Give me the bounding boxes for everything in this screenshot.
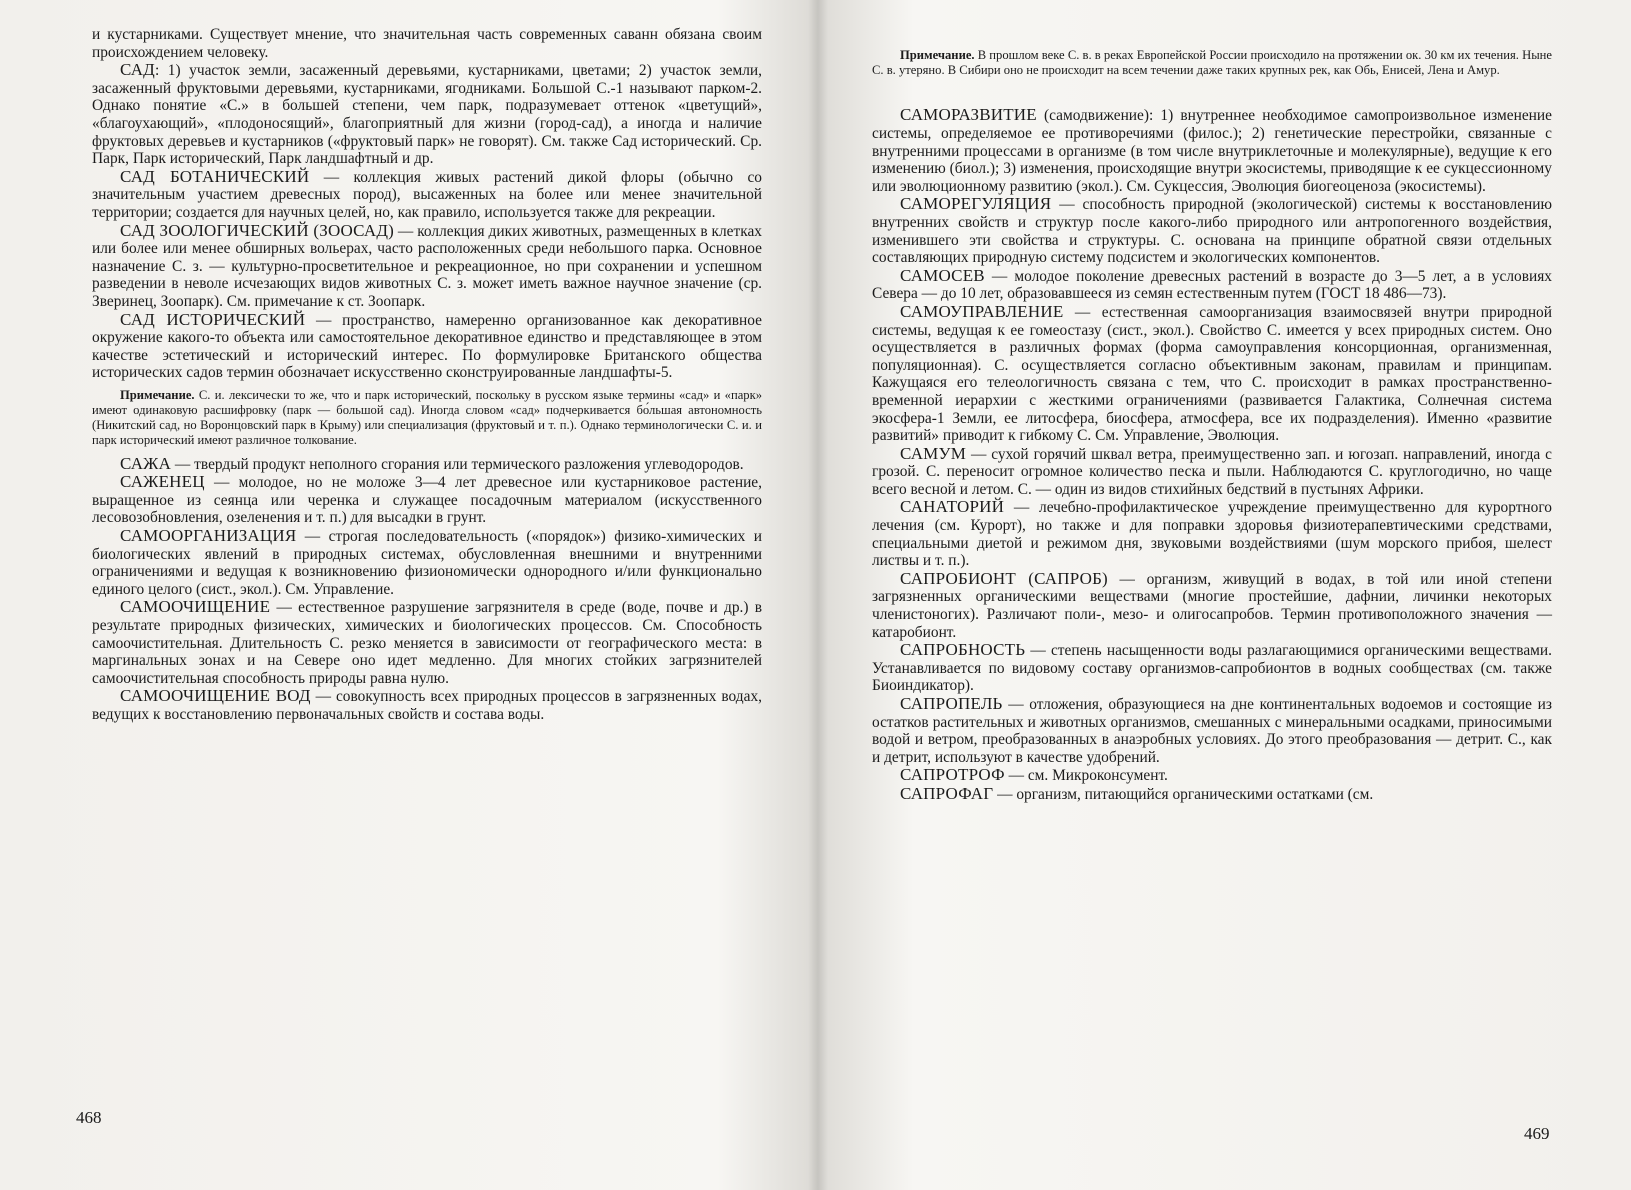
entry-text: — способность природной (экологической) системы к восстановлению внутренних свойств и структур после какого-либо природного или антропогенного воздействия, изменившего эти свойства и структуры. С. основана на принципе обратной связи отдельных составляющих природную систему подсистем и экологических компонентов. xyxy=(872,196,1552,267)
entry-text: — естественное разрушение загрязнителя в среде (воде, почве и др.) в результате природных физических, химических и биологических процессов. См. Способность самоочистительная. Длительность С. резко меняется в зависимости от географического места: в маргинальных зонах и на Севере оно идет медленно. Для многих стойких загрязнителей самоочистительная способность природы равна нулю. xyxy=(92,599,762,687)
entry-term: САМООРГАНИЗАЦИЯ xyxy=(120,526,297,546)
entry-term: САД xyxy=(120,60,155,80)
dictionary-entry xyxy=(872,785,1552,804)
entry-text: — лечебно-профилактическое учреждение преимущественно для курортного лечения (см. Курорт), но также и для поправки здоровья физиотерапевтическими средствами, специальными диетой и режимом дня, звуковыми воздействиями (шум морского прибоя, шелест листвы и т. п.). xyxy=(872,499,1552,570)
right-page xyxy=(872,0,1552,1190)
dictionary-entry xyxy=(872,641,1552,695)
entry-text: В прошлом веке С. в. в реках Европейской России происходило на протяжении ок. 30 км их течения. Ныне С. в. утеряно. В Сибири оно не происходит на всем течении даже таких крупных рек, как Обь, Енисей, Лена и Амур. xyxy=(872,48,1552,78)
entry-term: САПРОТРОФ xyxy=(900,765,1005,785)
entry-term: САД ЗООЛОГИЧЕСКИЙ (ЗООСАД) xyxy=(120,220,394,240)
dictionary-entry xyxy=(92,527,762,598)
dictionary-entry xyxy=(92,687,762,723)
entry-text: — степень насыщенности воды разлагающимися органическими веществами. Устанавливается по видовому составу организмов-сапробионтов в водных сообществах (см. также Биоиндикатор). xyxy=(872,642,1552,695)
entry-term: САМОРЕГУЛЯЦИЯ xyxy=(900,194,1052,214)
note-paragraph xyxy=(872,48,1552,78)
entry-text: (самодвижение): 1) внутреннее необходимое самопроизвольное изменение системы, определяемое ее противоречиями (филос.); 2) генетические перестройки, связанные с внутренними процессами в организме (в том числе внутриклеточные и молекулярные), ведущие к его изменению (биол.); 3) изменения, происходящие внутри экосистемы, приводящие к ее сукцессионному или эволюционному развитию (экол.). См. Сукцессия, Эволюция биогеоценоза (экосистемы). xyxy=(872,107,1552,195)
dictionary-entry xyxy=(92,455,762,474)
dictionary-entry xyxy=(872,695,1552,766)
entry-term: САЖА xyxy=(120,453,172,473)
entry-text: — совокупность всех природных процессов в загрязненных водах, ведущих к восстановлению первоначальных свойств и состава воды. xyxy=(92,688,762,723)
entry-term: САМОРАЗВИТИЕ xyxy=(900,105,1037,125)
entry-continuation xyxy=(92,26,762,61)
dictionary-entry xyxy=(872,498,1552,569)
entry-text: — см. Микроконсумент. xyxy=(1004,767,1168,785)
left-page-number: 468 xyxy=(76,1108,102,1127)
entry-term: САМОСЕВ xyxy=(900,265,985,285)
entry-term: САЖЕНЕЦ xyxy=(120,472,205,492)
note-label: Примечание. xyxy=(900,48,975,62)
entry-term: САМООЧИЩЕНИЕ ВОД xyxy=(120,686,311,706)
entry-text: — сухой горячий шквал ветра, преимущественно зап. и югозап. направлений, иногда с грозой. С. переносит огромное количество песка и пыли. Наблюдаются С. круглогодично, но чаще всего весной и летом. С. — один из видов стихийных бедствий в пустынях Африки. xyxy=(872,445,1552,498)
entry-text: — строгая последовательность («порядок») физико-химических и биологических явлений в природных системах, обусловленная внешними и внутренними ограничениями и ведущая к возникновению физиономически однородного и/или функционально единого целого (сист., экол.). См. Управление. xyxy=(92,528,762,598)
entry-term: САПРОБИОНТ (САПРОБ) xyxy=(900,568,1108,588)
dictionary-entry xyxy=(872,267,1552,303)
dictionary-entry xyxy=(872,195,1552,266)
entry-term: САМООЧИЩЕНИЕ xyxy=(120,597,271,617)
note-label: Примечание. xyxy=(120,387,195,402)
right-page-text xyxy=(872,26,1552,804)
book-gutter xyxy=(808,0,828,1190)
entry-text: — молодое, но не моложе 3—4 лет древесное или кустарниковое растение, выращенное из сеянца или черенка и служащее посадочным материалом (искусственного лесовозобновления, озеленения и т. п.) для высадки в грунт. xyxy=(92,474,762,527)
entry-text: — естественная самоорганизация взаимосвязей внутри природной системы, ведущая к ее гомеостазу (сист., экол.). Свойство С. имеется у всех природных систем. Оно осуществляется в различных формах (форма самоуправления консорционная, организменная, популяционная). С. осуществляется согласно объективным законам, правилам и принципам. Кажущаяся его телеологичность связана с тем, что С. происходит в рамках пространственно-временной иерархии с жесткими ограничениями (развивается Галактика, Солнечная система экосфера-1 Земли, ее литосфера, биосфера, атмосфера, все их подразделения). Именно «развитие развитий» приводит к гибкому С. См. Управление, Эволюция. xyxy=(872,303,1552,445)
entry-text: — организм, питающийся органическими остатками (см. xyxy=(993,785,1374,803)
entry-text: : 1) участок земли, засаженный деревьями, кустарниками, цветами; 2) участок земли, засаженный фруктовыми деревьями, кустарниками, ягодниками. Большой С.-1 называют парком-2. Однако понятие «С.» в большей степени, чем парк, подразумевает оттенок «цветущий», «благоухающий», «плодоносящий», благоприятный для жизни (город-сад), а иногда и наличие фруктовых деревьев и кустарников («фруктовый парк» не говорят). См. также Сад исторический. Ср. Парк, Парк исторический, Парк ландшафтный и др. xyxy=(92,62,762,168)
entry-term: САМУМ xyxy=(900,443,967,463)
dictionary-entry xyxy=(92,61,762,168)
entry-text: — отложения, образующиеся на дне континентальных водоемов и состоящие из остатков растительных и животных организмов, смешанных с минеральными осадками, приносимыми водой и ветром, преобразованных в анаэробных условиях. До этого преобразования — детрит. С., как и детрит, используют в качестве удобрений. xyxy=(872,696,1552,766)
left-page xyxy=(92,0,762,1190)
entry-term: САПРОБНОСТЬ xyxy=(900,640,1026,660)
dictionary-entry xyxy=(872,766,1552,785)
entry-text: — организм, живущий в водах, в той или иной степени загрязненных органическими веществами (многие простейшие, дафнии, личинки некоторых членистоногих). Различают поли-, мезо- и олигосапробов. Термин противоположного значения — катаробионт. xyxy=(872,570,1552,641)
entry-term: САД БОТАНИЧЕСКИЙ xyxy=(120,166,310,186)
entry-text: — молодое поколение древесных растений в возрасте до 3—5 лет, а в условиях Севера — до 10 лет, образовавшееся из семян естественным путем (ГОСТ 18 486—73). xyxy=(872,267,1552,303)
entry-text: — пространство, намеренно организованное как декоративное окружение какого-то объекта или самостоятельное декоративное единство и представляющее в этом качестве эстетический и исторический интерес. По формулировке Британского общества исторических садов термин обозначает искусственно сконструированные ландшафты-5. xyxy=(92,311,762,382)
dictionary-entry xyxy=(92,311,762,382)
dictionary-entry xyxy=(92,473,762,527)
left-page-text xyxy=(92,26,762,724)
dictionary-entry xyxy=(872,445,1552,499)
dictionary-entry xyxy=(872,303,1552,445)
entry-text: С. и. лексически то же, что и парк исторический, поскольку в русском языке термины «сад» и «парк» имеют одинаковую расшифровку (парк — большой сад). Иногда словом «сад» подчеркивается бо́льшая автономность (Никитский сад, но Воронцовский парк в Крыму) или специализация (фруктовый и т. п.). Однако терминологически С. и. и парк исторический имеют различное толкование. xyxy=(92,387,762,448)
entry-term: САМОУПРАВЛЕНИЕ xyxy=(900,301,1064,321)
entry-text: — твердый продукт неполного сгорания или термического разложения углеводородов. xyxy=(171,455,744,473)
dictionary-entry xyxy=(872,570,1552,641)
note-paragraph xyxy=(92,388,762,449)
entry-text: — коллекция диких животных, размещенных в клетках или более или менее обширных вольерах, часто расположенных среди небольшого парка. Основное назначение С. з. — культурно-просветительное и рекреационное, но при сохранении и успешном разведении в неволе исчезающих видов животных С. з. может иметь важное научное значение (ср. Зверинец, Зоопарк). См. примечание к ст. Зоопарк. xyxy=(92,222,762,310)
entry-term: САНАТОРИЙ xyxy=(900,497,1005,517)
entry-term: САПРОФАГ xyxy=(900,783,994,803)
dictionary-entry xyxy=(872,106,1552,195)
entry-term: САД ИСТОРИЧЕСКИЙ xyxy=(120,309,306,329)
dictionary-entry xyxy=(92,168,762,222)
dictionary-entry xyxy=(92,222,762,311)
entry-text: и кустарниками. Существует мнение, что значительная часть современных саванн обязана своим происхождением человеку. xyxy=(92,26,762,61)
dictionary-entry xyxy=(92,598,762,687)
right-page-number: 469 xyxy=(1524,1124,1550,1143)
entry-text: — коллекция живых растений дикой флоры (обычно со значительным участием древесных пород), высаженных на более или менее значительной территории; создается для научных целей, но, как правило, используется также для рекреации. xyxy=(92,168,762,221)
entry-term: САПРОПЕЛЬ xyxy=(900,694,1003,713)
